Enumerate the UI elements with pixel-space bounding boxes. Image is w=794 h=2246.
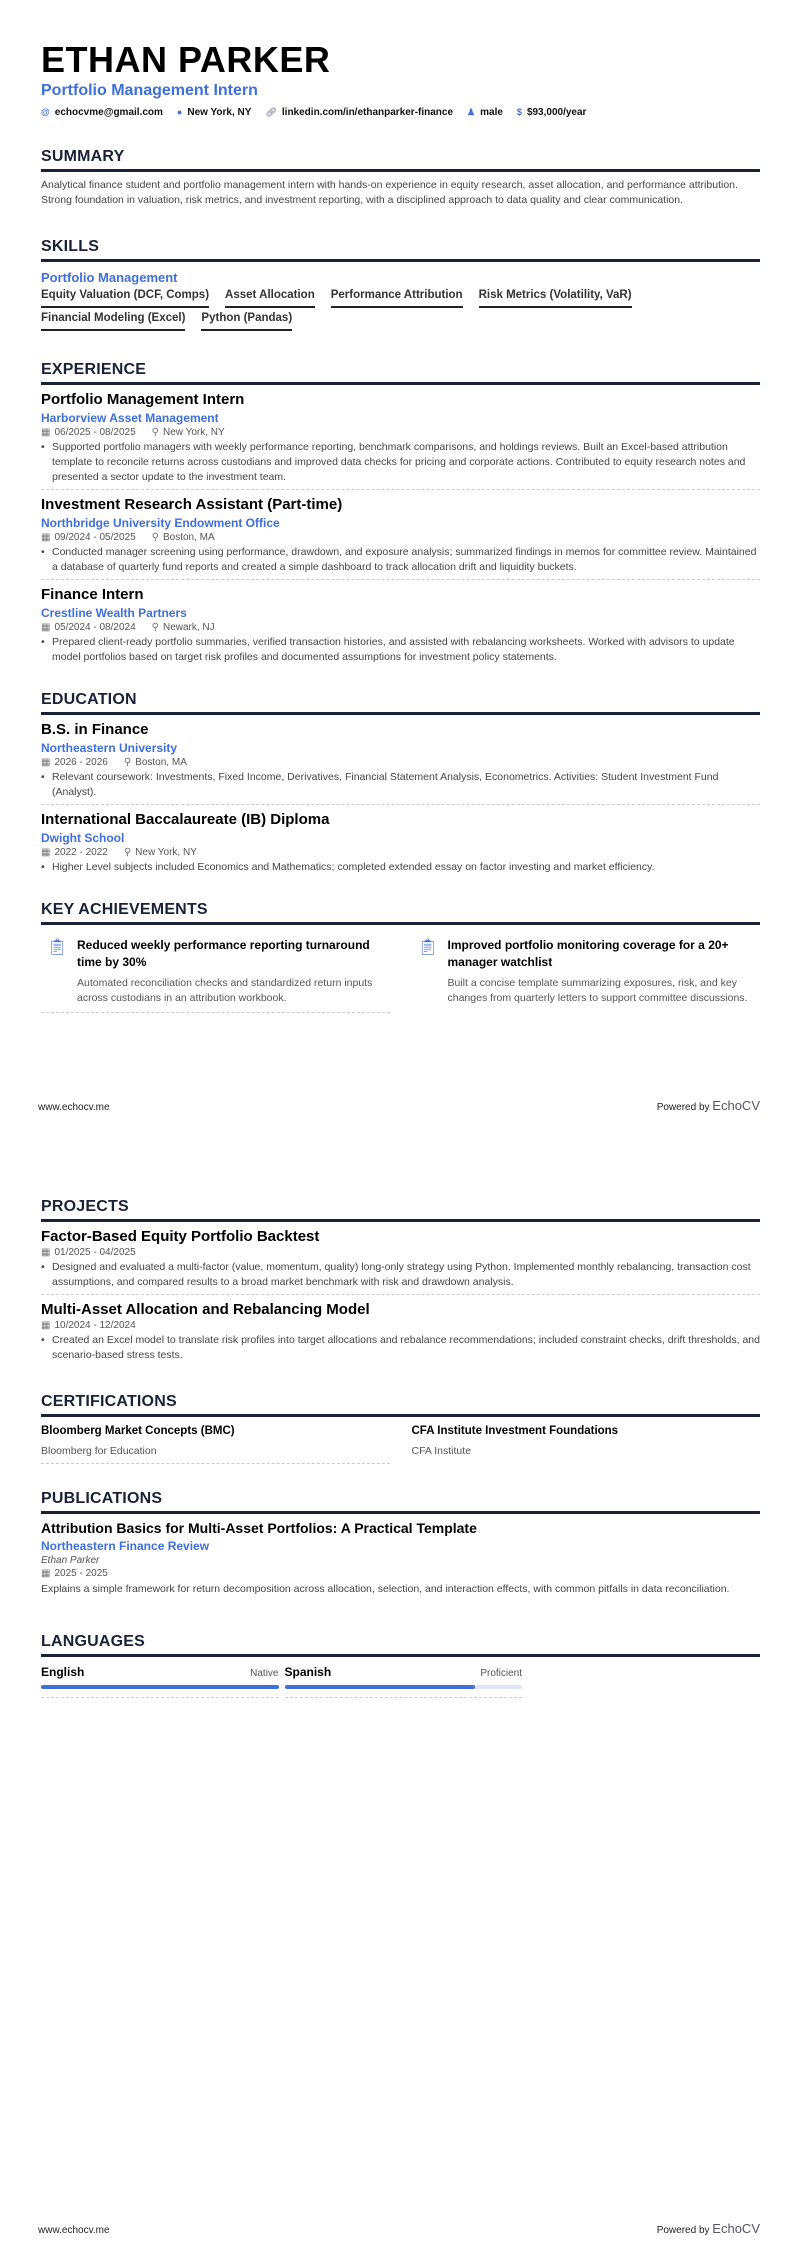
location-icon: ⚲	[151, 532, 159, 543]
dates: 05/2024 - 08/2024	[54, 622, 136, 633]
description: • Supported portfolio managers with weekly performance reporting, benchmark comparisons, and holdings reviews. Built an Excel-based attribution template to reconcile returns across custodians and improved data checks for pricing and corporate actions. Contributed to equity research notes and presented a sector update to the investment team.	[41, 440, 760, 485]
project-entry	[41, 1222, 760, 1295]
project-title: Factor-Based Equity Portfolio Backtest	[41, 1228, 320, 1245]
degree: B.S. in Finance	[41, 721, 149, 738]
location-icon: ⚲	[123, 757, 132, 768]
language-item	[285, 1665, 523, 1698]
location: Boston, MA	[135, 757, 187, 768]
dates: 2025 - 2025	[54, 1568, 108, 1579]
contact-salary	[517, 107, 587, 118]
location-text: New York, NY	[187, 107, 252, 118]
person-icon: ♟	[467, 107, 476, 117]
experience-entry	[41, 490, 760, 580]
salary-text: $93,000/year	[526, 107, 587, 118]
contact-location	[177, 107, 252, 118]
certification-item	[41, 1425, 390, 1464]
clipboard-icon: 📋︎	[47, 939, 68, 956]
location-icon: ●	[176, 107, 183, 117]
achievement-title: Improved portfolio monitoring coverage for a 20+ manager watchlist	[447, 938, 729, 969]
experience-entry	[41, 385, 760, 490]
job-title: Finance Intern	[41, 586, 144, 603]
education-entry	[41, 715, 760, 805]
calendar-icon: ▦	[41, 757, 51, 768]
contact-email[interactable]	[41, 107, 163, 118]
contact-bar	[41, 107, 760, 118]
language-level: Proficient	[480, 1668, 522, 1679]
skill-group-title: Portfolio Management	[41, 270, 178, 285]
location-icon: ⚲	[151, 622, 159, 633]
project-entry	[41, 1295, 760, 1367]
achievements-section	[41, 901, 760, 1013]
location: Boston, MA	[162, 532, 215, 543]
description: • Designed and evaluated a multi-factor (value, momentum, quality) long-only strategy using Python. Implemented monthly rebalancing, transaction cost assumptions, and compared results to a broad market benchmark with risk and drawdown analysis.	[41, 1260, 760, 1290]
clipboard-icon: 📋︎	[417, 939, 438, 956]
link-icon: 🔗︎	[265, 107, 277, 117]
description: • Higher Level subjects included Economics and Mathematics; completed extended essay on factor investing and market efficiency.	[41, 860, 760, 875]
section-heading: KEY ACHIEVEMENTS	[41, 901, 760, 925]
language-item	[41, 1665, 279, 1698]
dates: 01/2025 - 04/2025	[54, 1247, 136, 1258]
email-text: echocvme@gmail.com	[54, 107, 163, 118]
languages-section	[41, 1633, 760, 1698]
section-heading: CERTIFICATIONS	[41, 1393, 760, 1417]
description: • Prepared client-ready portfolio summaries, verified transaction histories, and assisted with rebalancing worksheets. Worked with advisors to update model portfolios based on target risk profiles and documented assumptions for investment policy statements.	[41, 635, 760, 665]
powered-by: Powered by	[656, 2225, 710, 2236]
skill-tag: Risk Metrics (Volatility, VaR)	[479, 289, 632, 308]
experience-section	[41, 361, 760, 669]
candidate-title: Portfolio Management Intern	[41, 82, 258, 99]
skill-tag: Asset Allocation	[225, 289, 315, 308]
section-heading: LANGUAGES	[41, 1633, 760, 1657]
section-heading: SUMMARY	[41, 148, 760, 172]
location-icon: ⚲	[151, 427, 159, 438]
publications-section	[41, 1490, 760, 1601]
section-heading: PROJECTS	[41, 1198, 760, 1222]
cert-name: Bloomberg Market Concepts (BMC)	[41, 1425, 235, 1437]
candidate-name: ETHAN PARKER	[41, 39, 331, 80]
skill-tag: Python (Pandas)	[201, 312, 292, 331]
location: New York, NY	[135, 847, 197, 858]
dates: 2022 - 2022	[54, 847, 108, 858]
proficiency-fill	[285, 1685, 475, 1689]
footer-url[interactable]: www.echocv.me	[38, 1102, 110, 1113]
section-heading: EXPERIENCE	[41, 361, 760, 385]
skill-tag: Performance Attribution	[331, 289, 463, 308]
experience-entry	[41, 580, 760, 669]
language-level: Native	[250, 1668, 279, 1679]
skill-list	[41, 289, 760, 331]
section-heading: SKILLS	[41, 238, 760, 262]
brand-logo: EchoCV	[712, 1098, 760, 1113]
summary-section	[41, 148, 760, 208]
calendar-icon: ▦	[41, 532, 51, 543]
page-footer	[38, 2221, 760, 2236]
location: Newark, NJ	[162, 622, 215, 633]
description: • Relevant coursework: Investments, Fixed Income, Derivatives, Financial Statement Analysis, Econometrics. Activities: Student Investment Fund (Analyst).	[41, 770, 760, 800]
language-name: Spanish	[284, 1665, 332, 1679]
company-name: Northbridge University Endowment Office	[41, 516, 280, 530]
resume-page-2	[0, 1123, 794, 2246]
section-heading: PUBLICATIONS	[41, 1490, 760, 1514]
skills-section	[41, 238, 760, 331]
summary-text: Analytical finance student and portfolio management intern with hands-on experience in equity research, asset allocation, and performance attribution. Strong foundation in valuation, risk metrics, and investment reporting, with a disciplined approach to data quality and clear communication.	[41, 179, 738, 206]
project-title: Multi-Asset Allocation and Rebalancing Model	[41, 1301, 370, 1318]
school-name: Dwight School	[41, 831, 125, 845]
publication-author: Ethan Parker	[41, 1555, 100, 1566]
dates: 2026 - 2026	[54, 757, 108, 768]
description: • Conducted manager screening using performance, drawdown, and exposure analysis; summarized findings in memos for committee review. Maintained a database of quarterly fund reports and created a simple dashboard to track allocation drift and liquidity buckets.	[41, 545, 760, 575]
brand-logo: EchoCV	[712, 2221, 760, 2236]
contact-gender	[467, 107, 503, 118]
certification-item	[412, 1425, 761, 1464]
company-name: Crestline Wealth Partners	[41, 606, 187, 620]
dollar-icon: $	[516, 107, 522, 117]
achievement-title: Reduced weekly performance reporting turnaround time by 30%	[77, 938, 370, 969]
powered-by: Powered by	[656, 1102, 710, 1113]
cert-issuer: Bloomberg for Education	[41, 1445, 157, 1457]
calendar-icon: ▦	[41, 1247, 51, 1258]
publication-entry	[41, 1514, 760, 1601]
proficiency-bar	[285, 1685, 523, 1689]
location-icon: ⚲	[123, 847, 132, 858]
linkedin-text: linkedin.com/in/ethanparker-finance	[281, 107, 454, 118]
school-name: Northeastern University	[41, 741, 178, 755]
degree: International Baccalaureate (IB) Diploma	[41, 811, 330, 828]
education-section	[41, 691, 760, 879]
language-name: English	[41, 1665, 85, 1679]
publication-title: Attribution Basics for Multi-Asset Portfolios: A Practical Template	[41, 1520, 477, 1536]
footer-url[interactable]: www.echocv.me	[38, 2225, 110, 2236]
gender-text: male	[480, 107, 503, 118]
description: • Created an Excel model to translate risk profiles into target allocations and rebalance recommendations; included constraint checks, drift thresholds, and scenario-based stress tests.	[41, 1333, 760, 1363]
certifications-section	[41, 1393, 760, 1464]
dates: 09/2024 - 05/2025	[54, 532, 136, 543]
job-title: Investment Research Assistant (Part-time)	[41, 496, 343, 513]
contact-linkedin[interactable]	[265, 107, 453, 118]
skill-tag: Financial Modeling (Excel)	[41, 312, 185, 331]
publication-venue: Northeastern Finance Review	[41, 1539, 210, 1553]
proficiency-fill	[41, 1685, 279, 1689]
cert-issuer: CFA Institute	[411, 1445, 472, 1457]
cert-name: CFA Institute Investment Foundations	[411, 1425, 619, 1437]
achievement-item	[412, 933, 761, 1013]
education-entry	[41, 805, 760, 879]
job-title: Portfolio Management Intern	[41, 391, 245, 408]
projects-section	[41, 1198, 760, 1367]
calendar-icon: ▦	[41, 1320, 51, 1331]
publication-description: Explains a simple framework for return decomposition across allocation, selection, and interaction effects, with common pitfalls in data reconciliation.	[41, 1583, 730, 1595]
achievement-text: Automated reconciliation checks and standardized return inputs across custodians in an attribution workbook.	[77, 977, 373, 1004]
section-heading: EDUCATION	[41, 691, 760, 715]
proficiency-bar	[41, 1685, 279, 1689]
achievement-text: Built a concise template summarizing exposures, risk, and key changes from quarterly letters to support committee discussions.	[447, 977, 748, 1004]
calendar-icon: ▦	[41, 427, 51, 438]
dates: 06/2025 - 08/2025	[54, 427, 136, 438]
calendar-icon: ▦	[41, 847, 51, 858]
page-footer	[38, 1098, 760, 1113]
achievement-item	[41, 933, 390, 1013]
at-icon: @	[41, 107, 50, 117]
company-name: Harborview Asset Management	[41, 411, 219, 425]
dates: 10/2024 - 12/2024	[54, 1320, 136, 1331]
calendar-icon: ▦	[41, 622, 51, 633]
skill-tag: Equity Valuation (DCF, Comps)	[41, 289, 209, 308]
location: New York, NY	[162, 427, 225, 438]
calendar-icon: ▦	[41, 1568, 51, 1579]
